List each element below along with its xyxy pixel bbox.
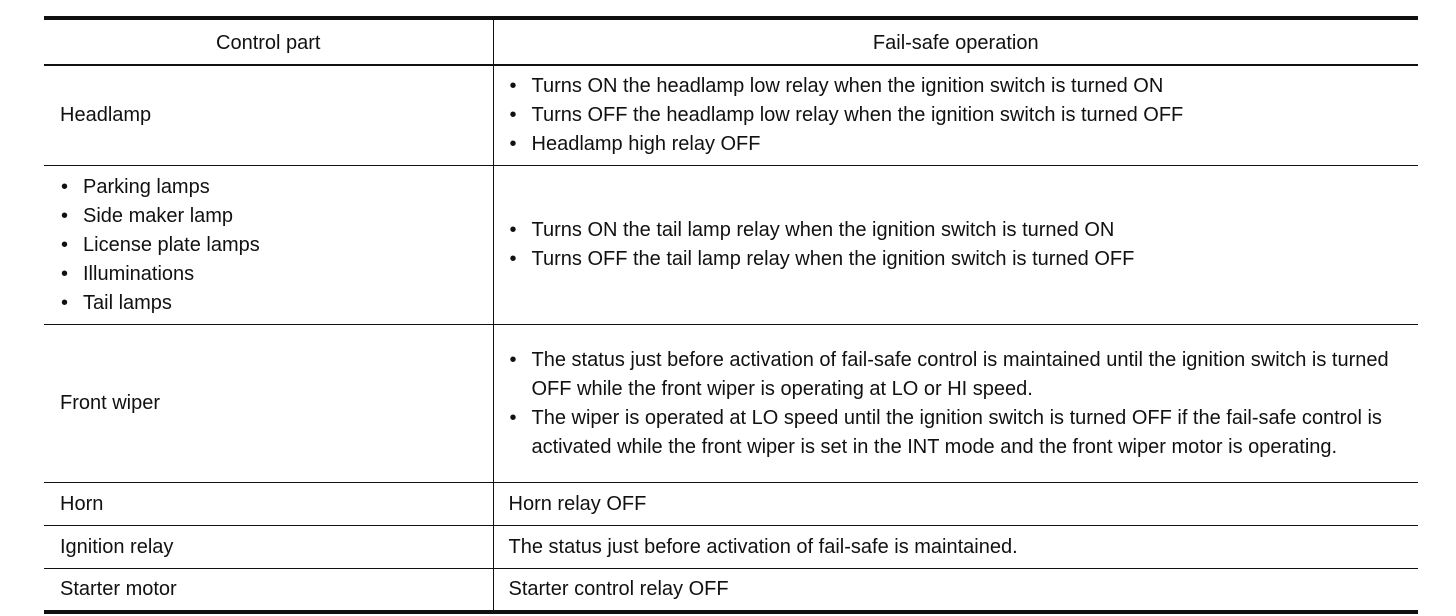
table-row-lamps bbox=[44, 166, 1418, 325]
fail-safe-table bbox=[44, 16, 1418, 614]
control-part-cell: Starter motor bbox=[44, 569, 493, 613]
table-row-front-wiper bbox=[44, 325, 1418, 483]
operation-list bbox=[509, 346, 1409, 462]
operation-cell: Starter control relay OFF bbox=[493, 569, 1418, 613]
operation-list bbox=[509, 72, 1409, 159]
table-header bbox=[44, 18, 1418, 65]
control-part-item: • Illuminations bbox=[60, 260, 493, 289]
table-row-headlamp bbox=[44, 65, 1418, 166]
control-part-list bbox=[60, 173, 493, 318]
control-part-cell: Ignition relay bbox=[44, 526, 493, 569]
control-part-cell: Horn bbox=[44, 483, 493, 526]
control-part-cell: Headlamp bbox=[44, 65, 493, 166]
header-row bbox=[44, 18, 1418, 65]
control-part-item: • Side maker lamp bbox=[60, 202, 493, 231]
control-part-cell: Front wiper bbox=[44, 325, 493, 483]
operation-cell: Horn relay OFF bbox=[493, 483, 1418, 526]
operation-item: • Headlamp high relay OFF bbox=[509, 130, 1409, 159]
table-row-horn bbox=[44, 483, 1418, 526]
control-part-item: • Tail lamps bbox=[60, 289, 493, 318]
table-row-starter-motor bbox=[44, 569, 1418, 613]
operation-item: • Turns OFF the headlamp low relay when the ignition switch is turned OFF bbox=[509, 101, 1409, 130]
table-body bbox=[44, 65, 1418, 612]
operation-cell bbox=[493, 325, 1418, 483]
table-row-ignition-relay bbox=[44, 526, 1418, 569]
header-control-part: Control part bbox=[44, 18, 493, 65]
operation-item: • Turns ON the tail lamp relay when the ignition switch is turned ON bbox=[509, 216, 1409, 245]
operation-item: • Turns OFF the tail lamp relay when the ignition switch is turned OFF bbox=[509, 245, 1409, 274]
operation-cell bbox=[493, 166, 1418, 325]
operation-item: • Turns ON the headlamp low relay when the ignition switch is turned ON bbox=[509, 72, 1409, 101]
control-part-cell bbox=[44, 166, 493, 325]
header-fail-safe-operation: Fail-safe operation bbox=[493, 18, 1418, 65]
control-part-item: • License plate lamps bbox=[60, 231, 493, 260]
operation-cell: The status just before activation of fail-safe is maintained. bbox=[493, 526, 1418, 569]
operation-item: • The wiper is operated at LO speed until the ignition switch is turned OFF if the fail-safe control is activated while the front wiper is set in the INT mode and the front wiper motor is operating. bbox=[509, 404, 1409, 462]
operation-item: • The status just before activation of fail-safe control is maintained until the ignition switch is turned OFF while the front wiper is operating at LO or HI speed. bbox=[509, 346, 1409, 404]
operation-list bbox=[509, 216, 1409, 274]
operation-cell bbox=[493, 65, 1418, 166]
control-part-item: • Parking lamps bbox=[60, 173, 493, 202]
